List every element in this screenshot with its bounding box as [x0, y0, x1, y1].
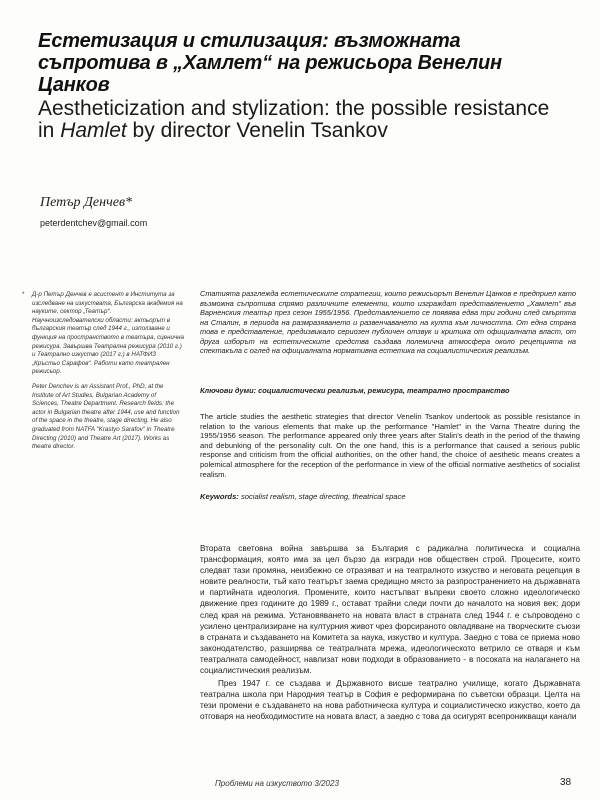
footnote-mark: *	[22, 291, 25, 298]
keywords-bg: Ключови думи: социалистически реализъм, режисура, театрално пространство	[200, 386, 510, 395]
author-email[interactable]: peterdentchev@gmail.com	[40, 218, 148, 228]
title-en-part1: Aestheticization and stylization: the possible resistance in	[38, 97, 550, 142]
footer-journal-name: Проблеми на изкуството 3/2023	[215, 779, 339, 788]
body-paragraph-2: През 1947 г. се създава и Държавното висше театрално училище, когато Държавната театрална школа при Народния театър в София е реформирана по съветски образци. Целта на тези промени е създаването на нова работническа култура и социалистическо изкуство, което да отговаря на необходимостите на новата власт, а заедно с това да осигурят всепроникващи канали	[200, 679, 580, 722]
author-footnote	[22, 291, 185, 458]
abstract-bg: Статията разглежда естетическите стратегии, които режисьорът Венелин Цанков е предприел като възможна съпротива спрямо различните елементи, които изграждат представлението „Хамлет“ във Варненския театър през сезон 1955/1956. Представлението се появява едва три години след смъртта на Сталин, в периода на размразяването и развенчаването на култа към личността. От една страна това е представление, предизвикало сериозен публичен отзвук и критика от официалната власт, от друга изборът на естетическите средства създава полемична атмосфера около рецепцията на спектакъла с оглед на официалната нормативна естетика на социалистическия реализъм.	[200, 289, 576, 355]
body-paragraph-1: Втората световна война завършва за България с радикална политическа и социална трансформация, която има за цел бързо да изгради нов обществен строй. Процесите, които следват тази промяна, неизбежно се отразяват и на театралното изкуство и неговата рецепция в новите реалности, тъй като театърът заема средищно място за разпространението на държавната и партийната идеология. Промените, които настъпват въпреки своето сложно идеологическо движение през годините до 1989 г., остават трайни следи почти до началото на новия век; дори след края на режима. Установяването на новата власт в страната след 1944 г. е съпроводено с усилено централизиране на културния живот чрез форсираното овладяване на творческите съюзи в страната и създаването на Комитета за наука, изкуство и култура. Заедно с това се приема ново законодателство, разширява се театралната мрежа, идеологическото ветрило се отваря и към театралната самодейност, навлизат нови подходи в образованието - в посоката на налагането на социалистическия реализъм.	[200, 544, 580, 676]
title-en-part2: by director Venelin Tsankov	[126, 119, 388, 142]
author-name: Петър Денчев*	[40, 195, 133, 210]
keywords-en-list: socialist realism, stage directing, theatrical space	[238, 492, 406, 501]
keywords-en-label: Keywords:	[200, 492, 239, 501]
title-en-italic: Hamlet	[60, 119, 127, 142]
footnote-bg: Д-р Петър Денчев е асистент в Института за изследване на изкуствата, Българска академия на науките, сектор „Театър“. Научноизследователски области: актьорът в българския театър след 1944 г., използване и функция на пространството в театъра, сценична режисура. Завършва Театрална режисура (2010 г.) и Театрално изкуство (2017 г.) в НАТФИЗ „Кръстьо Сарафов“. Работи като театрален режисьор.	[32, 291, 185, 376]
keywords-en	[200, 492, 580, 502]
article-title-en	[38, 98, 558, 142]
footnote-en: Peter Denchev is an Assistant Prof., PhD, at the Institute of Art Studies, Bulgarian Academy of Sciences, Theatre Department. Research fields: the actor in Bulgarian theatre after 1944, use and function of the space in the theatre, stage directing. He also graduated from NATFA "Krastyo Sarafov" in Theatre Directing (2010) and Theatre Art (2017). Works as theatre director.	[32, 382, 180, 451]
article-title-bg: Естетизация и стилизация: възможната съпротива в „Хамлет“ на режисьора Венелин Цанков	[38, 30, 502, 96]
page-number: 38	[560, 777, 572, 788]
abstract-en: The article studies the aesthetic strategies that director Venelin Tsankov undertook as possible resistance in relation to the various elements that make up the performance "Hamlet" in the Varna Theatre during the 1955/1956 season. The performance appeared only three years after Stalin's death in the period of the thawing and debunking of the personality cult. On the one hand, this is a performance that caused a serious public response and criticism from the official authorities, on the other hand, the choice of aesthetic means creates a polemical atmosphere for the reception of the performance in view of the official normative aesthetics of socialist realism.	[200, 412, 580, 479]
article-body	[200, 543, 580, 723]
